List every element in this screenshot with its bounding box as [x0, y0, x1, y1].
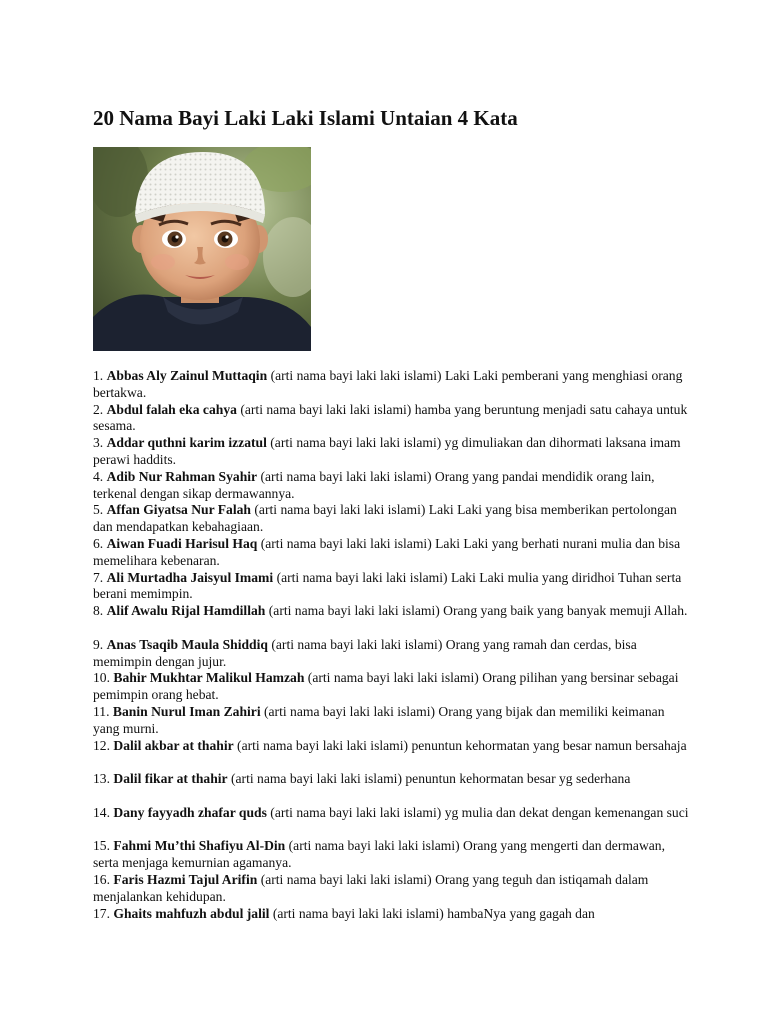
item-number: 5. — [93, 502, 104, 518]
name-meaning: (arti nama bayi laki laki islami) Orang yang mengerti dan dermawan, serta menjaga kemurnian agamanya. — [93, 838, 665, 871]
baby-name: Banin Nurul Iman Zahiri — [112, 703, 261, 719]
name-meaning: (arti nama bayi laki laki islami) Orang yang baik yang banyak memuji Allah. — [268, 603, 688, 619]
item-number: 4. — [93, 468, 104, 484]
baby-name: Ghaits mahfuzh abdul jalil — [113, 905, 270, 921]
name-meaning: (arti nama bayi laki laki islami) Laki Laki mulia yang diridhoi Tuhan serta berani memimpin. — [93, 569, 682, 602]
name-meaning: (arti nama bayi laki laki islami) Orang yang teguh dan istiqamah dalam menjalankan kehidupan. — [93, 871, 649, 904]
name-meaning: (arti nama bayi laki laki islami) yg dimuliakan dan dihormati laksana imam perawi haddits. — [93, 435, 681, 467]
item-number: 17. — [93, 905, 110, 921]
list-item — [93, 771, 693, 805]
list-item — [93, 805, 693, 839]
name-meaning: (arti nama bayi laki laki islami) penuntun kehormatan besar yg sederhana — [230, 771, 631, 787]
name-meaning: (arti nama bayi laki laki islami) Orang yang pandai mendidik orang lain, terkenal dengan sikap dermawannya. — [93, 468, 655, 501]
baby-name-list — [93, 368, 693, 939]
name-meaning: (arti nama bayi laki laki islami) Laki Laki yang berhati nurani mulia dan bisa memelihara kebenaran. — [93, 535, 681, 568]
name-meaning: (arti nama bayi laki laki islami) Laki Laki pemberani yang menghiasi orang bertakwa. — [93, 368, 683, 400]
list-item — [93, 872, 693, 906]
name-meaning: (arti nama bayi laki laki islami) Orang yang bijak dan memiliki keimanan yang murni. — [93, 703, 665, 736]
baby-name: Adib Nur Rahman Syahir — [106, 468, 258, 484]
item-number: 1. — [93, 368, 104, 383]
baby-name: Bahir Mukhtar Malikul Hamzah — [113, 670, 305, 686]
baby-boy-illustration — [93, 147, 311, 351]
baby-name: Addar quthni karim izzatul — [106, 435, 267, 451]
item-number: 16. — [93, 871, 110, 887]
list-item — [93, 603, 693, 637]
list-item — [93, 670, 693, 704]
name-meaning: (arti nama bayi laki laki islami) Orang yang ramah dan cerdas, bisa memimpin dengan jujur. — [93, 636, 637, 669]
baby-photo — [93, 147, 311, 351]
item-number: 14. — [93, 804, 110, 820]
item-number: 11. — [93, 703, 110, 719]
list-item — [93, 637, 693, 671]
item-number: 3. — [93, 435, 104, 451]
list-item — [93, 502, 693, 536]
baby-name: Dany fayyadh zhafar quds — [113, 804, 267, 820]
name-meaning: (arti nama bayi laki laki islami) penuntun kehormatan yang besar namun bersahaja — [237, 737, 687, 753]
baby-name: Fahmi Mu’thi Shafiyu Al-Din — [113, 838, 286, 854]
item-number: 8. — [93, 603, 104, 619]
list-item — [93, 368, 693, 402]
baby-name: Ali Murtadha Jaisyul Imami — [106, 569, 274, 585]
name-meaning: (arti nama bayi laki laki islami) hamba yang beruntung menjadi satu cahaya untuk sesama. — [93, 401, 688, 434]
baby-name: Dalil fikar at thahir — [113, 771, 228, 787]
baby-name: Affan Giyatsa Nur Falah — [106, 502, 251, 518]
list-item — [93, 402, 693, 436]
name-meaning: (arti nama bayi laki laki islami) Laki Laki yang bisa memberikan pertolongan dan mendapatkan kebahagiaan. — [93, 502, 677, 535]
baby-name: Faris Hazmi Tajul Arifin — [113, 871, 258, 887]
list-item — [93, 838, 693, 872]
list-item — [93, 906, 693, 940]
item-number: 15. — [93, 838, 110, 854]
baby-name: Anas Tsaqib Maula Shiddiq — [106, 636, 268, 652]
item-number: 13. — [93, 771, 110, 787]
baby-name: Alif Awalu Rijal Hamdillah — [106, 603, 266, 619]
baby-name: Aiwan Fuadi Harisul Haq — [106, 535, 258, 551]
item-number: 7. — [93, 569, 104, 585]
item-number: 10. — [93, 670, 110, 686]
list-item — [93, 469, 693, 503]
name-meaning: (arti nama bayi laki laki islami) hambaNya yang gagah dan — [272, 905, 595, 921]
page-title: 20 Nama Bayi Laki Laki Islami Untaian 4 Kata — [93, 106, 518, 130]
name-meaning: (arti nama bayi laki laki islami) yg mulia dan dekat dengan kemenangan suci — [270, 804, 689, 820]
baby-name: Abdul falah eka cahya — [106, 401, 237, 417]
item-number: 12. — [93, 737, 110, 753]
list-item — [93, 738, 693, 772]
baby-name: Dalil akbar at thahir — [113, 737, 234, 753]
baby-name: Abbas Aly Zainul Muttaqin — [106, 368, 268, 383]
item-number: 2. — [93, 401, 104, 417]
list-item — [93, 435, 693, 469]
name-meaning: (arti nama bayi laki laki islami) Orang pilihan yang bersinar sebagai pemimpin orang hebat. — [93, 670, 679, 703]
item-number: 6. — [93, 535, 104, 551]
item-number: 9. — [93, 636, 104, 652]
list-item — [93, 536, 693, 570]
list-item — [93, 704, 693, 738]
list-item — [93, 570, 693, 604]
